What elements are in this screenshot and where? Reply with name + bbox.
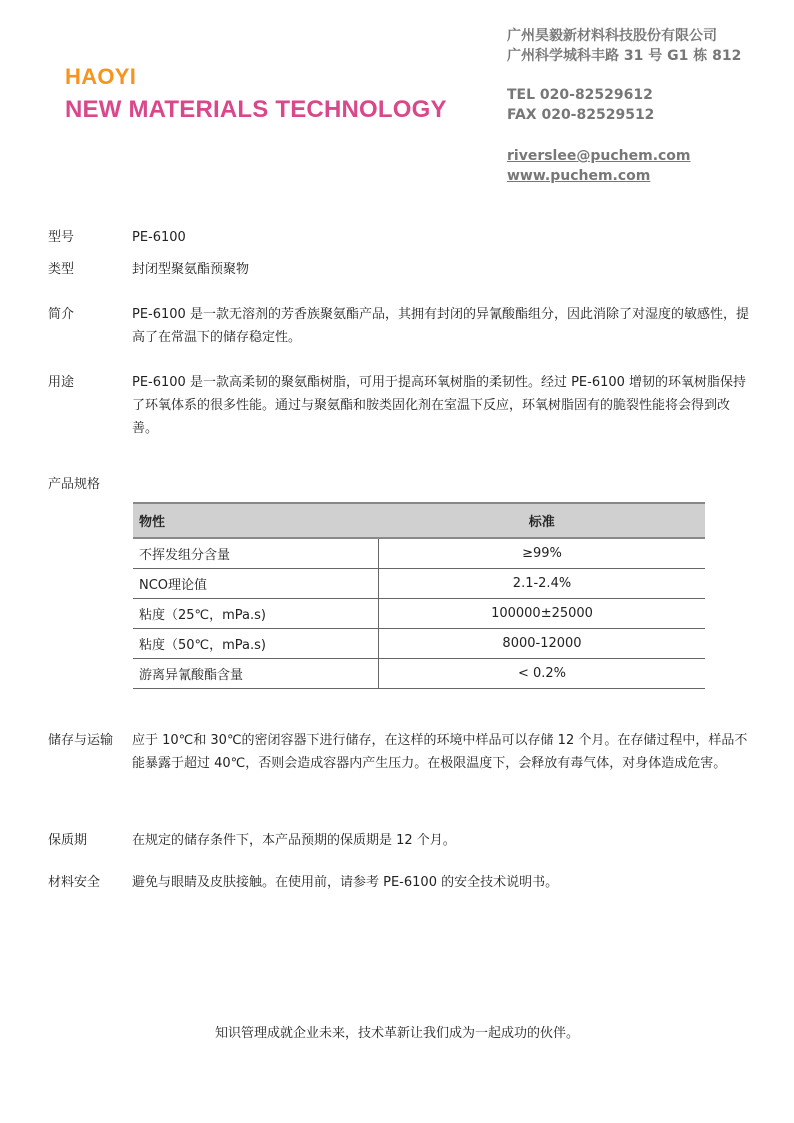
spec-title: 产品规格 [48, 477, 101, 492]
table-row [133, 599, 705, 629]
table-row [133, 538, 705, 569]
email-link[interactable]: riverslee@puchem.com [507, 148, 691, 164]
shelf-life-text: 在规定的储存条件下，本产品预期的保质期是 12 个月。 [132, 833, 456, 848]
brand-tagline: NEW MATERIALS TECHNOLOGY [65, 96, 447, 123]
company-name: 广州昊毅新材料科技股份有限公司 [507, 28, 717, 44]
header-property: 物性 [133, 503, 379, 538]
table-row [133, 659, 705, 689]
tel-number: TEL 020-82529612 [507, 87, 653, 103]
company-address: 广州科学城科丰路 31 号 G1 栋 812 [507, 48, 742, 64]
fax-number: FAX 020-82529512 [507, 107, 655, 123]
phone-block [507, 85, 654, 125]
property-cell: 粘度（25℃，mPa.s) [133, 599, 379, 629]
spec-table [133, 502, 705, 689]
shelf-life-label: 保质期 [48, 833, 88, 848]
brand-name: HAOYI [65, 64, 137, 89]
property-cell: NCO理论值 [133, 569, 379, 599]
standard-cell: ≥99% [379, 538, 706, 569]
type-value: 封闭型聚氨酯预聚物 [132, 262, 250, 277]
property-cell: 不挥发组分含量 [133, 538, 379, 569]
header-standard: 标准 [379, 503, 706, 538]
standard-cell: 2.1-2.4% [379, 569, 706, 599]
model-value: PE-6100 [132, 230, 186, 245]
property-cell: 粘度（50℃，mPa.s) [133, 629, 379, 659]
type-label: 类型 [48, 262, 75, 277]
footer-slogan: 知识管理成就企业未来，技术革新让我们成为一起成功的伙伴。 [214, 1026, 579, 1041]
intro-text: PE-6100 是一款无溶剂的芳香族聚氨酯产品，其拥有封闭的异氰酸酯组分，因此消除了对湿度的敏感性，提高了在常温下的储存稳定性。 [132, 307, 749, 345]
company-block [507, 26, 741, 66]
standard-cell: 100000±25000 [379, 599, 706, 629]
safety-text: 避免与眼睛及皮肤接触。在使用前，请参考 PE-6100 的安全技术说明书。 [132, 875, 559, 890]
spec-header-row [133, 503, 705, 538]
table-row [133, 569, 705, 599]
usage-label: 用途 [48, 375, 75, 390]
web-block [507, 146, 691, 186]
standard-cell: 8000-12000 [379, 629, 706, 659]
table-row [133, 629, 705, 659]
storage-text: 应于 10℃和 30℃的密闭容器下进行储存，在这样的环境中样品可以存储 12 个月。在存储过程中，样品不能暴露于超过 40℃，否则会造成容器内产生压力。在极限温度下，会释放有毒气体，对身体造成危害。 [132, 733, 748, 771]
usage-text: PE-6100 是一款高柔韧的聚氨酯树脂，可用于提高环氧树脂的柔韧性。经过 PE-6100 增韧的环氧树脂保持了环氧体系的很多性能。通过与聚氨酯和胺类固化剂在室温下反应，环氧树脂固有的脆裂性能将会得到改善。 [132, 375, 747, 436]
storage-label: 储存与运输 [48, 733, 114, 748]
property-cell: 游离异氰酸酯含量 [133, 659, 379, 689]
intro-label: 简介 [48, 307, 75, 322]
model-label: 型号 [48, 230, 75, 245]
website-link[interactable]: www.puchem.com [507, 168, 651, 184]
standard-cell: < 0.2% [379, 659, 706, 689]
safety-label: 材料安全 [48, 875, 101, 890]
